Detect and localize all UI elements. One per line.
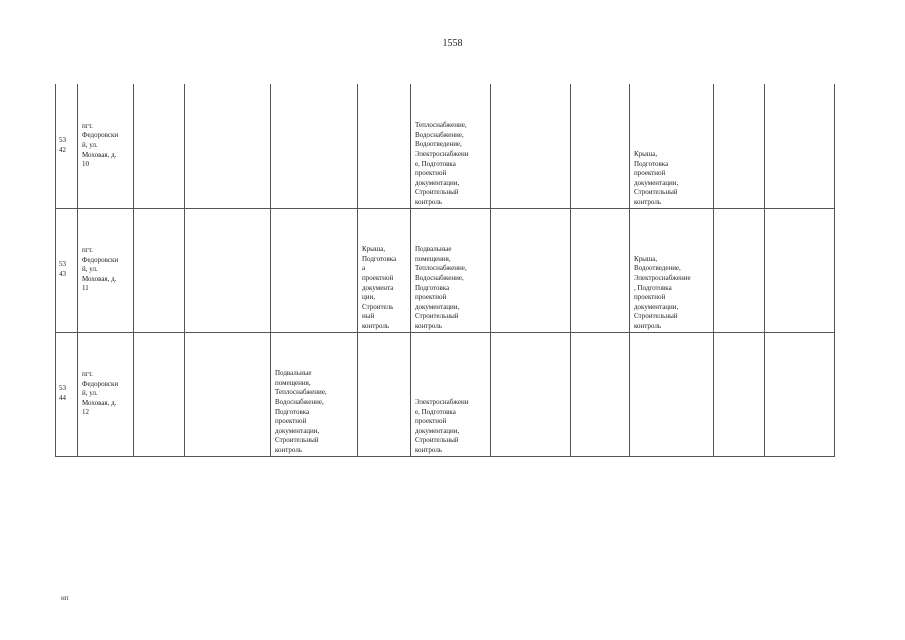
empty-cell [134, 208, 185, 332]
empty-cell [271, 84, 358, 208]
work-type-cell: Крыша, Подготовка а проектной документа ции, Строитель ный контроль [358, 208, 411, 332]
work-type-cell: Теплоснабжение, Водоснабжение, Водоотведение, Электроснабжени е, Подготовка проектной документации, Строительный контроль [411, 84, 491, 208]
address-cell: пгт. Федоровски й, ул. Моховая, д. 12 [78, 332, 134, 456]
empty-cell [714, 84, 765, 208]
empty-cell [630, 332, 714, 456]
empty-cell [571, 208, 630, 332]
empty-cell [765, 84, 835, 208]
empty-cell [134, 84, 185, 208]
empty-cell [358, 84, 411, 208]
empty-cell [185, 332, 271, 456]
empty-cell [185, 84, 271, 208]
work-type-cell: Электроснабжени е, Подготовка проектной документации, Строительный контроль [411, 332, 491, 456]
row-number-cell: 53 42 [56, 84, 78, 208]
table-body [56, 84, 835, 456]
work-type-cell: Подвальные помещения, Теплоснабжение, Водоснабжение, Подготовка проектной документации, Строительный контроль [271, 332, 358, 456]
address-cell: пгт. Федоровски й, ул. Моховая, д. 10 [78, 84, 134, 208]
row-number-cell: 53 44 [56, 332, 78, 456]
work-type-cell: Подвальные помещения, Теплоснабжение, Водоснабжение, Подготовка проектной документации, Строительный контроль [411, 208, 491, 332]
empty-cell [571, 332, 630, 456]
row-number-cell: 53 43 [56, 208, 78, 332]
repair-schedule-table [55, 84, 835, 457]
work-type-cell: Крыша, Подготовка проектной документации, Строительный контроль [630, 84, 714, 208]
table-row [56, 208, 835, 332]
table-row [56, 332, 835, 456]
empty-cell [271, 208, 358, 332]
address-cell: пгт. Федоровски й, ул. Моховая, д. 11 [78, 208, 134, 332]
empty-cell [358, 332, 411, 456]
empty-cell [765, 332, 835, 456]
empty-cell [491, 332, 571, 456]
work-type-cell: Крыша, Водоотведение, Электроснабжение , Подготовка проектной документации, Строительный контроль [630, 208, 714, 332]
empty-cell [571, 84, 630, 208]
empty-cell [714, 208, 765, 332]
empty-cell [714, 332, 765, 456]
empty-cell [491, 208, 571, 332]
empty-cell [491, 84, 571, 208]
empty-cell [765, 208, 835, 332]
empty-cell [134, 332, 185, 456]
footer-mark: нп [61, 594, 69, 602]
empty-cell [185, 208, 271, 332]
table-row [56, 84, 835, 208]
page-number: 1558 [442, 38, 463, 49]
